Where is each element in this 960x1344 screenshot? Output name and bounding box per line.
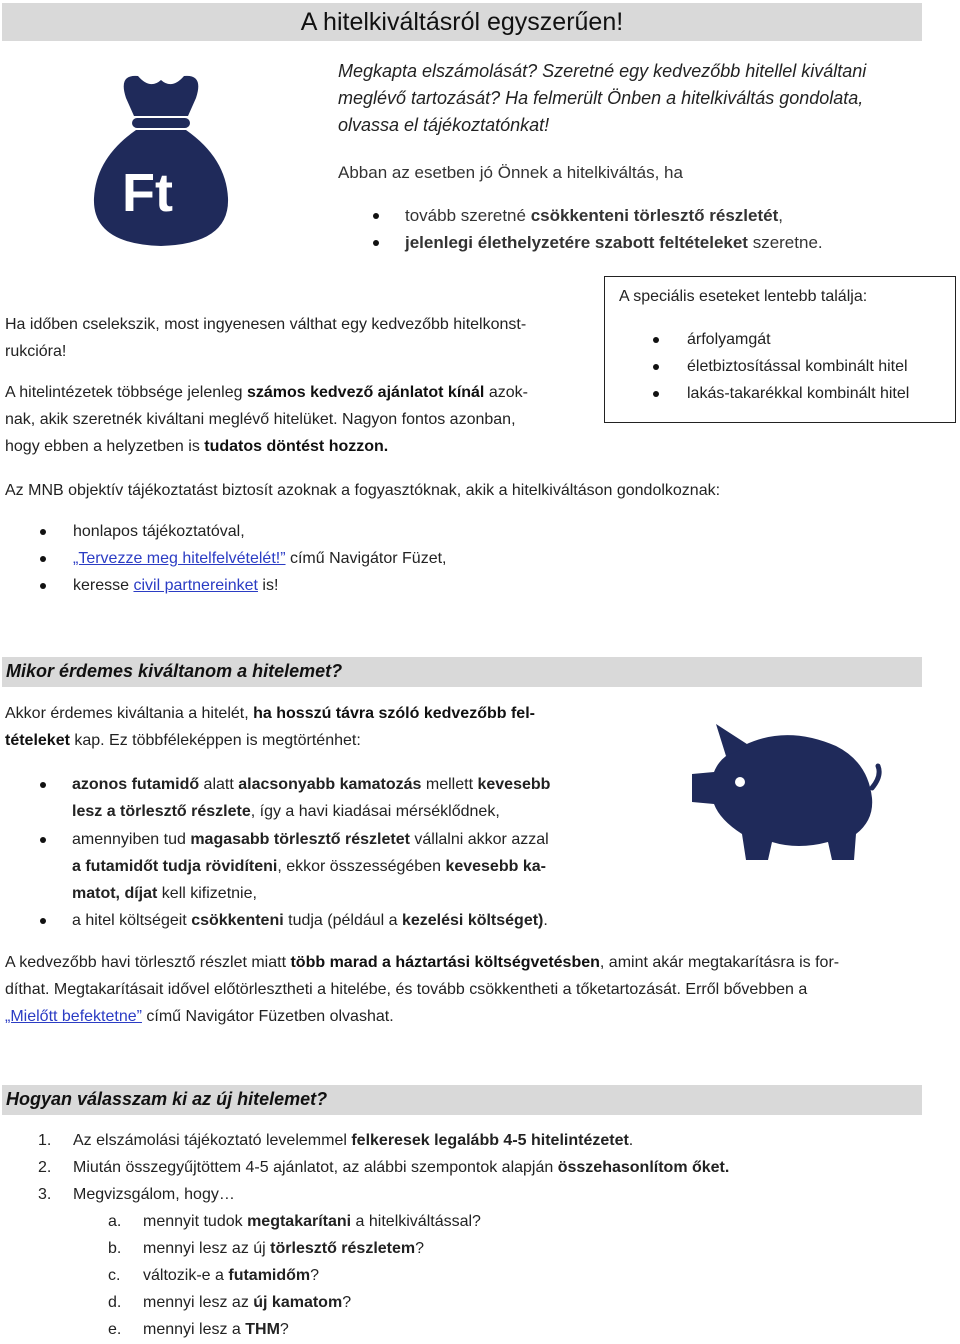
mnb-item: „Tervezze meg hitelfelvételét!” című Navigátor Füzet,	[73, 545, 446, 572]
page-title: A hitelkiváltásról egyszerűen!	[300, 7, 624, 36]
civil-partners-link[interactable]: civil partnereinket	[133, 577, 258, 594]
step-number: 2.	[38, 1159, 52, 1176]
when-bullet: amennyiben tud magasabb törlesztő részletet vállalni akkor azzal a futamidőt tudja rövidíteni, ekkor összességében kevesebb ka- matot, díjat kell kifizetnie,	[72, 826, 549, 907]
substep-letter: a.	[108, 1213, 122, 1230]
substep-letter: b.	[108, 1240, 122, 1257]
substep-letter: e.	[108, 1321, 122, 1338]
substep-text: mennyi lesz az új törlesztő részletem?	[143, 1240, 425, 1257]
step-number: 1.	[38, 1132, 52, 1149]
intro-line: Megkapta elszámolását? Szeretné egy kedvezőbb hitellel kiváltani	[338, 61, 867, 81]
substep-text: mennyit tudok megtakarítani a hitelkiváltással?	[143, 1213, 481, 1230]
substep-letter: c.	[108, 1267, 121, 1284]
substep-text: mennyi lesz az új kamatom?	[143, 1294, 352, 1311]
case-lead: Abban az esetben jó Önnek a hitelkiváltás, ha	[338, 163, 683, 182]
step-number: 3.	[38, 1186, 52, 1203]
intro-line: meglévő tartozását? Ha felmerült Önben a hitelkiváltás gondolata,	[338, 88, 864, 108]
piggy-bank-icon	[686, 716, 884, 866]
bullet-dot	[373, 213, 379, 219]
left-paragraph-1: Ha időben cselekszik, most ingyenesen válthat egy kedvezőbb hitelkonst- rukcióra!	[5, 316, 527, 360]
step-text: Az elszámolási tájékoztató levelemmel felkeresek legalább 4-5 hitelintézetet.	[73, 1132, 634, 1149]
when-bullet: azonos futamidő alatt alacsonyabb kamatozás mellett kevesebb lesz a törlesztő részlete, így a havi kiadásai mérséklődnek,	[72, 771, 550, 825]
bag-ft-label: Ft	[122, 163, 173, 223]
intro-text	[338, 58, 923, 139]
substep-letter: d.	[108, 1294, 122, 1311]
when-paragraph: Akkor érdemes kiváltania a hitelét, ha hosszú távra szóló kedvezőbb fel- tételeket kap. Ez többféleképpen is megtörténhet:	[5, 705, 535, 749]
title-bar	[2, 3, 922, 41]
section-when-heading: Mikor érdemes kiváltanom a hitelemet?	[6, 661, 343, 681]
step-text: Miután összegyűjtöttem 4-5 ajánlatot, az alábbi szempontok alapján összehasonlítom őket.	[73, 1159, 730, 1176]
mnb-item: keresse civil partnereinket is!	[73, 572, 278, 599]
substep-text: változik-e a futamidőm?	[143, 1267, 320, 1284]
special-case-item: életbiztosítással kombinált hitel	[687, 353, 908, 380]
case-bullet: tovább szeretné csökkenteni törlesztő részletét,	[405, 202, 783, 229]
section-when-bar	[2, 657, 922, 687]
special-cases-heading: A speciális eseteket lentebb találja:	[619, 288, 868, 305]
special-case-item: árfolyamgát	[687, 326, 771, 353]
when-bullet: a hitel költségeit csökkenteni tudja (például a kezelési költséget).	[72, 907, 548, 934]
left-paragraph-2: A hitelintézetek többsége jelenleg számos kedvező ajánlatot kínál azok- nak, akik szeretnék kiváltani meglévő hitelüket. Nagyon fontos azonban, hogy ebben a helyzetben is tudatos döntést hozzon.	[5, 384, 528, 455]
bullet-dot	[373, 240, 379, 246]
special-case-item: lakás-takarékkal kombinált hitel	[687, 380, 909, 407]
substep-text: mennyi lesz a THM?	[143, 1321, 289, 1338]
special-cases-box	[604, 276, 956, 423]
money-bag-icon	[86, 68, 236, 250]
navigator-link-mielott[interactable]: „Mielőtt befektetne”	[5, 1008, 142, 1025]
mnb-lead: Az MNB objektív tájékoztatást biztosít azoknak a fogyasztóknak, akik a hitelkiváltáson gondolkoznak:	[5, 482, 721, 499]
mnb-item: honlapos tájékoztatóval,	[73, 518, 245, 545]
step-text: Megvizsgálom, hogy…	[73, 1186, 235, 1203]
section-how-bar	[2, 1085, 922, 1115]
case-bullet: jelenlegi élethelyzetére szabott feltételeket szeretne.	[405, 229, 823, 256]
section-how-heading: Hogyan válasszam ki az új hitelemet?	[6, 1089, 328, 1109]
savings-paragraph: A kedvezőbb havi törlesztő részlet miatt több marad a háztartási költségvetésben, amint akár megtakarításra is for- díthat. Megtakarításait idővel előtörlesztheti a hitelébe, és tovább csökkentheti a tőketartozását. Erről bővebben a „Mielőtt befektetne” című Navigátor Füzetben olvashat.	[5, 954, 840, 1025]
intro-line: olvassa el tájékoztatónkat!	[338, 115, 550, 135]
navigator-link-tervezze[interactable]: „Tervezze meg hitelfelvételét!”	[73, 550, 286, 567]
